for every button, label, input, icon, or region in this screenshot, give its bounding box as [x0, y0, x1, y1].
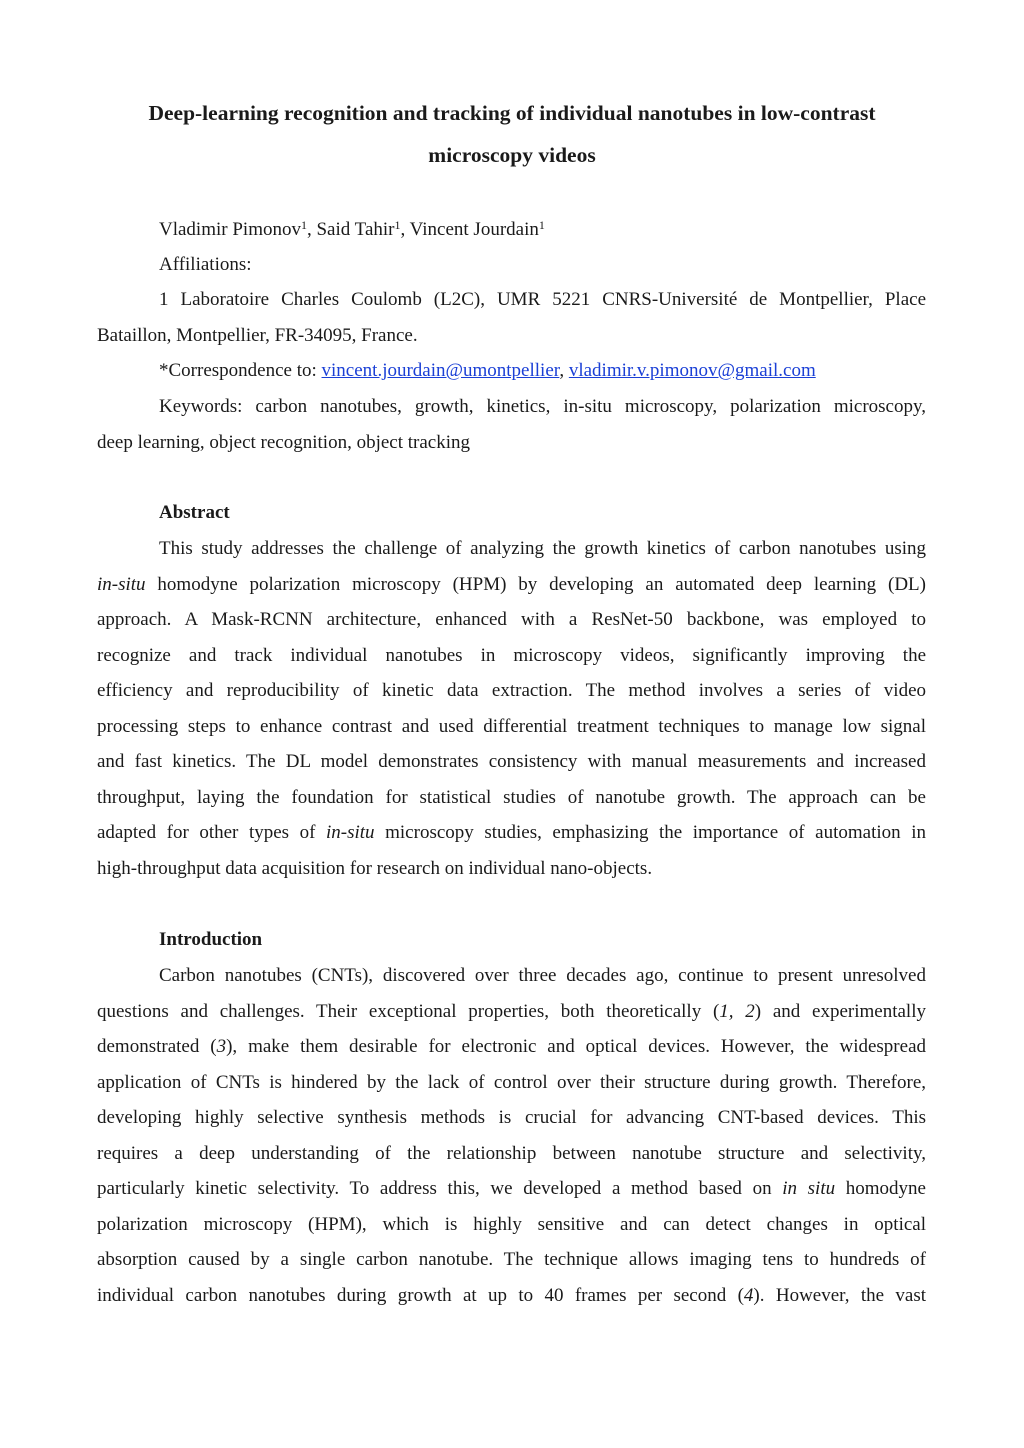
affiliation-marker: 1: [300, 218, 307, 232]
text-line: and fast kinetics. The DL model demonstrates consistency with manual measurements and increased: [97, 751, 926, 772]
text-line: requires a deep understanding of the relationship between nanotube structure and selectivity,: [97, 1142, 926, 1164]
author-name: Vincent Jourdain: [409, 219, 539, 240]
abstract-heading: Abstract: [159, 502, 230, 523]
text-line: high-throughput data acquisition for research on individual nano-objects.: [97, 857, 653, 879]
correspondence: *Correspondence to: vincent.jourdain@umontpellier, vladimir.v.pimonov@gmail.com: [159, 360, 816, 381]
affiliation-marker: 1: [538, 218, 545, 232]
text-line: questions and challenges. Their exceptional properties, both theoretically (1, 2) and experimentally: [97, 1000, 926, 1022]
keywords: [97, 389, 926, 460]
text-line: recognize and track individual nanotubes in microscopy videos, significantly improving the: [97, 644, 926, 666]
text-line: This study addresses the challenge of analyzing the growth kinetics of carbon nanotubes using: [159, 538, 926, 559]
text-line: absorption caused by a single carbon nanotube. The technique allows imaging tens to hundreds of: [97, 1249, 926, 1270]
text-line: efficiency and reproducibility of kinetic data extraction. The method involves a series of video: [97, 680, 926, 701]
keywords-line: deep learning, object recognition, object tracking: [97, 431, 470, 453]
affiliation-line: Bataillon, Montpellier, FR-34095, France.: [97, 324, 418, 346]
text-line: throughput, laying the foundation for statistical studies of nanotube growth. The approach can be: [97, 786, 926, 808]
text-line: application of CNTs is hindered by the lack of control over their structure during growth. Therefore,: [97, 1071, 926, 1093]
title-line-1: Deep-learning recognition and tracking of individual nanotubes in low-contrast: [148, 101, 876, 125]
text-line: in-situ homodyne polarization microscopy (HPM) by developing an automated deep learning (DL): [97, 573, 926, 595]
introduction-paragraph: [97, 958, 926, 1313]
keywords-line: Keywords: carbon nanotubes, growth, kinetics, in-situ microscopy, polarization microscopy,: [159, 396, 926, 417]
correspondence-label: *Correspondence to:: [159, 360, 322, 381]
affiliations-label: Affiliations:: [159, 254, 252, 275]
abstract-paragraph: [97, 531, 926, 886]
text-line: adapted for other types of in-situ microscopy studies, emphasizing the importance of automation in: [97, 822, 926, 843]
citation: 4: [743, 1284, 754, 1306]
text-line: individual carbon nanotubes during growth at up to 40 frames per second (4). However, the vast: [97, 1284, 926, 1306]
paper-title: [90, 92, 934, 176]
text-line: demonstrated (3), make them desirable for electronic and optical devices. However, the widespread: [97, 1036, 926, 1057]
author-name: Said Tahir: [316, 219, 395, 240]
text-line: developing highly selective synthesis methods is crucial for advancing CNT-based devices. This: [97, 1107, 926, 1128]
affiliation-line: 1 Laboratoire Charles Coulomb (L2C), UMR 5221 CNRS-Université de Montpellier, Place: [159, 289, 926, 310]
citation: 1, 2: [719, 1000, 755, 1022]
text-line: polarization microscopy (HPM), which is highly sensitive and can detect changes in optical: [97, 1213, 926, 1235]
text-line: particularly kinetic selectivity. To address this, we developed a method based on in situ homodyne: [97, 1178, 926, 1199]
affiliation-marker: 1: [394, 218, 401, 232]
email-link[interactable]: vladimir.v.pimonov@gmail.com: [568, 360, 816, 381]
citation: 3: [216, 1036, 227, 1057]
text-line: processing steps to enhance contrast and used differential treatment techniques to manage low signal: [97, 715, 926, 737]
text-line: Carbon nanotubes (CNTs), discovered over three decades ago, continue to present unresolved: [159, 965, 926, 986]
author-list: Vladimir Pimonov$^1$, Said Tahir$^1$, Vincent Jourdain$^1$: [159, 218, 545, 240]
title-line-2: microscopy videos: [428, 143, 596, 167]
affiliation-text: [97, 282, 926, 353]
author-name: Vladimir Pimonov: [159, 219, 301, 240]
email-link[interactable]: vincent.jourdain@umontpellier: [321, 360, 560, 381]
text-line: approach. A Mask-RCNN architecture, enhanced with a ResNet-50 backbone, was employed to: [97, 609, 926, 630]
introduction-heading: Introduction: [159, 929, 263, 950]
